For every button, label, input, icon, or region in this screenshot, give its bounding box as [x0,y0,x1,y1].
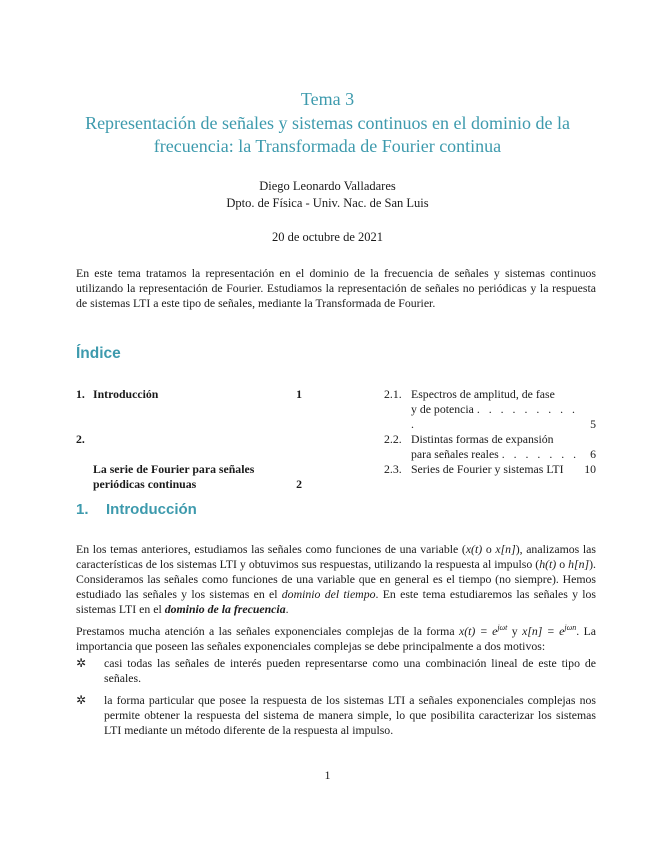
author-affiliation: Dpto. de Física - Univ. Nac. de San Luis [226,196,429,210]
toc-subentry-page: 10 [584,462,596,476]
list-item-text: casi todas las señales de interés pueden representarse como una combinación lineal de este tipo de señales. [104,656,596,685]
toc-subentry[interactable] [384,387,596,432]
text-run: . En este tema estudiaremos las señales y los sistemas LTI en el [76,587,597,616]
section-heading [76,501,197,518]
list-item-text: la forma particular que posee la respuesta de los sistemas LTI a señales exponenciales complejas nos permite obtener la respuesta del sistema de manera simple, lo que posibilita caracterizar los sistemas LTI mediante un método diferente de la respuesta al impulso. [104,693,596,737]
math-inline: x(t) = e [458,623,498,638]
text-run: ). Consideramos las señales como funciones de una variable que en general es el tiempo (no siempre). Hemos estudiado las señales y los sistemas en el [76,557,597,601]
toc-subentry-number: 2.1. [384,387,402,401]
bullet-star-icon: ✲ [76,693,87,707]
bullet-star-icon: ✲ [76,656,87,670]
math-superscript: jωn [564,623,577,632]
toc-entry[interactable] [76,432,302,492]
section-title: Introducción [106,501,197,518]
toc-subentry-title: Series de Fourier y sistemas LTI [411,462,564,476]
toc-entry-number: 2. [76,432,85,446]
author-block [0,178,655,212]
toc-entry-page: 2 [296,477,302,491]
title-main-line2: frecuencia: la Transformada de Fourier continua [153,136,502,156]
math-superscript: jωt [497,623,508,632]
text-run: y [507,623,523,638]
title-topic: Tema 3 [300,89,355,109]
toc-subentry-title-cont: para señales reales [411,447,499,461]
toc-subentry[interactable] [384,462,596,477]
strong-emphasis: dominio de la frecuencia [164,602,286,616]
paragraph [76,542,596,617]
toc-right-column [384,387,596,477]
abstract: En este tema tratamos la representación en el dominio de la frecuencia de señales y sistemas continuos utilizando la representación de Fourier. Estudiamos la representación de señales no periódicas y la respuesta de sistemas LTI a este tipo de señales, mediante la Transformada de Fourier. [76,266,596,310]
toc-dot-leader: . . . . . . . [501,447,580,461]
toc-subentry-number: 2.3. [384,462,402,476]
toc-entry-number: 1. [76,387,85,401]
list-item [76,656,596,686]
text-run: En los temas anteriores, estudiamos las señales como funciones de una variable ( [76,542,466,556]
toc-subentry-page: 6 [590,447,596,461]
paragraph [76,620,596,654]
text-run: . La importancia que poseen las señales exponenciales complejas se debe principalmente a dos motivos: [76,623,597,653]
list-item [76,693,596,738]
toc-subentry-title: Espectros de amplitud, de fase [411,387,555,401]
toc-subentry-title: Distintas formas de expansión [411,432,554,446]
page-number: 1 [324,768,331,782]
toc-entry-page: 1 [296,387,302,401]
title-block [0,88,655,158]
toc-entry-title: La serie de Fourier para señales periódicas continuas [93,462,255,491]
math-inline: h[n] [568,557,590,571]
math-inline: x[n] = e [522,623,565,638]
toc-dot-leader: . . . . . . . . . . [411,402,578,431]
math-inline: x[n] [495,542,516,556]
toc-subentry-number: 2.2. [384,432,402,446]
toc-subentry-title-cont: y de potencia [411,402,474,416]
math-inline: x(t) [465,542,483,556]
toc-heading: Índice [76,345,121,362]
toc-entry[interactable] [76,387,302,402]
document-date: 20 de octubre de 2021 [271,230,384,244]
bullet-list [76,656,596,745]
section-number: 1. [76,501,89,518]
toc-entry-title: Introducción [93,387,159,401]
toc-left-column [76,387,302,492]
text-run: o [556,557,569,571]
text-run: o [482,542,496,556]
author-name: Diego Leonardo Valladares [259,179,396,193]
math-inline: h(t) [539,557,557,571]
text-run: ), analizamos las características de los sistemas LTI y obtuvimos sus respuestas, utilizando la respuesta al impulso ( [76,542,596,571]
toc-subentry[interactable] [384,432,596,462]
title-main-line1: Representación de señales y sistemas continuos en el dominio de la [85,113,570,133]
text-run: Prestamos mucha atención a las señales exponenciales complejas de la forma [76,623,459,638]
emphasis: dominio del tiempo [281,587,376,601]
text-run: . [285,602,289,616]
toc-subentry-page: 5 [590,417,596,431]
